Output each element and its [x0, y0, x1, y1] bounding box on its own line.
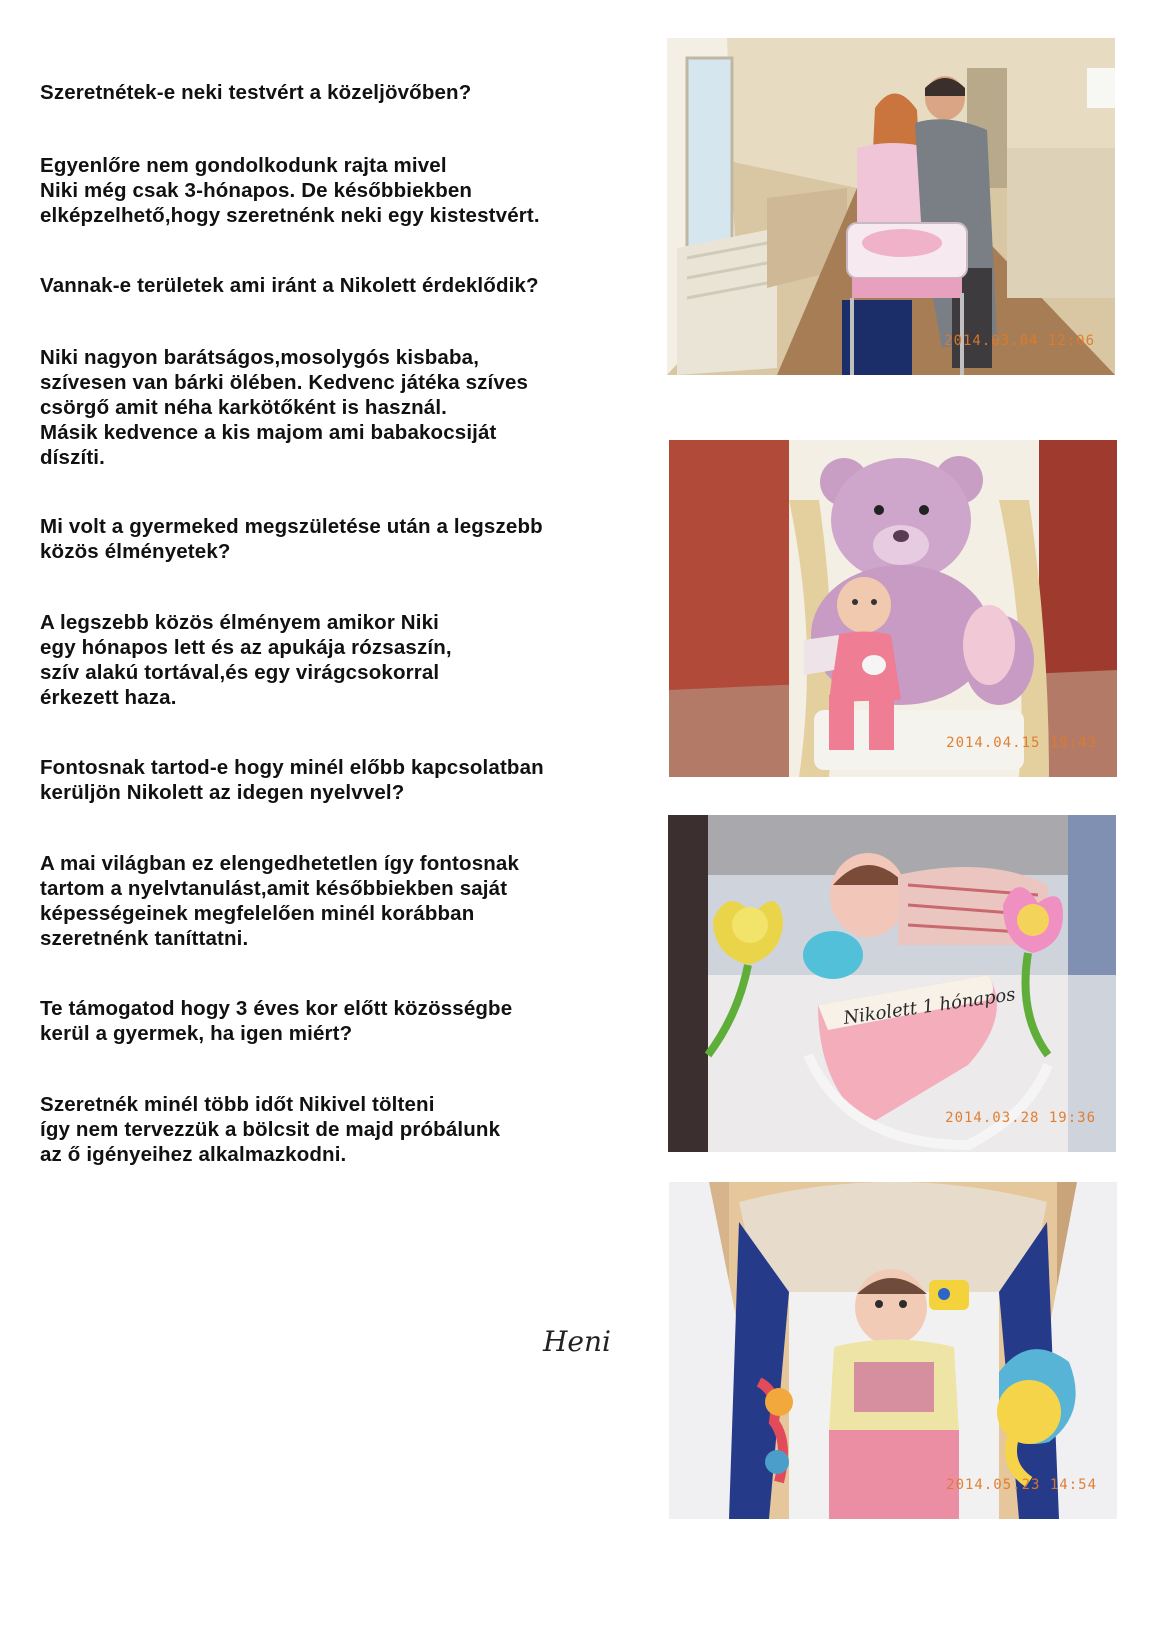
answer-sibling: Egyenlőre nem gondolkodunk rajta mivel Niki még csak 3-hónapos. De későbbiekben elképzelhető,hogy szeretnénk neki egy kistestvért. [40, 154, 540, 227]
photo-timestamp: 2014.03.04 12:06 [944, 333, 1095, 349]
photo-baby-teddy-bear-image [669, 440, 1117, 777]
signature: Heni [543, 1325, 611, 1358]
photo-timestamp: 2014.05.23 14:54 [946, 1477, 1097, 1493]
question-community: Te támogatod hogy 3 éves kor előtt közösségbe kerül a gyermek, ha igen miért? [40, 997, 513, 1045]
photo-hospital-corridor-image [667, 38, 1115, 375]
photo-hospital-corridor [667, 38, 1115, 375]
answer-best-experience: A legszebb közös élményem amikor Niki egy hónapos lett és az apukája rózsaszín, szív alakú tortával,és egy virágcsokorral érkezett haza. [40, 611, 452, 709]
question-sibling: Szeretnétek-e neki testvért a közeljövőben? [40, 81, 472, 104]
cake-text: Nikolett 1 hónapos [842, 984, 1017, 1029]
answer-language: A mai világban ez elengedhetetlen így fontosnak tartom a nyelvtanulást,amit későbbiekben saját képességeinek megfelelően minél korábban szeretnénk taníttatni. [40, 852, 520, 950]
photo-baby-teddy-bear [669, 440, 1117, 777]
question-best-experience: Mi volt a gyermeked megszületése után a legszebb közös élményetek? [40, 515, 543, 563]
photo-timestamp: 2014.03.28 19:36 [945, 1110, 1096, 1126]
question-language: Fontosnak tartod-e hogy minél előbb kapcsolatban kerüljön Nikolett az idegen nyelvvel? [40, 756, 544, 804]
photo-baby-stroller [669, 1182, 1117, 1519]
photo-baby-cake-image [668, 815, 1116, 1152]
photo-baby-cake [668, 815, 1116, 1152]
photo-timestamp: 2014.04.15 19:43 [946, 735, 1097, 751]
answer-community: Szeretnék minél több időt Nikivel tölteni így nem tervezzük a bölcsit de majd próbálunk az ő igényeihez alkalmazkodni. [40, 1093, 501, 1166]
photo-baby-stroller-image [669, 1182, 1117, 1519]
answer-interests: Niki nagyon barátságos,mosolygós kisbaba, szívesen van bárki ölében. Kedvenc játéka szíves csörgő amit néha karkötőként is használ. Másik kedvence a kis majom ami babakocsiját díszíti. [40, 346, 529, 469]
question-interests: Vannak-e területek ami iránt a Nikolett érdeklődik? [40, 274, 539, 297]
